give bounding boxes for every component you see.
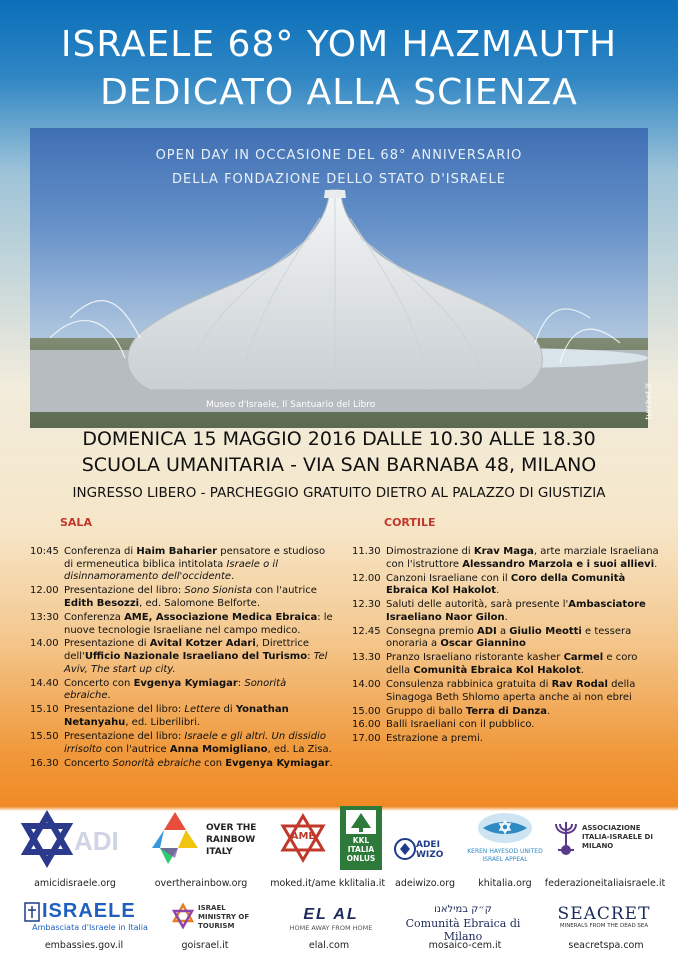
sala-schedule-row [30,638,336,676]
sala-time: 14.40 [30,677,59,689]
site-associazione-italia-israele[interactable]: federazioneitaliaisraele.it [544,878,666,889]
sala-schedule-row [30,678,336,703]
sala-description: Presentazione di Avital Kotzer Adari, Direttrice dell'Ufficio Nazionale Israeliano del Turismo: Tel Aviv, The start up city. [64,638,328,675]
comunita-ebraica-text: Comunità Ebraica di Milano [405,917,521,943]
logo-ame[interactable] [278,814,328,864]
site-ame[interactable]: moked.it/ame [270,878,336,889]
sala-schedule-row [30,731,336,756]
photo-caption-line1: OPEN DAY IN OCCASIONE DEL 68° ANNIVERSARIO [155,148,523,163]
logo-associazione-italia-israele[interactable] [552,812,662,868]
cortile-time: 12.45 [352,625,381,637]
keren-hayesod-text: KEREN HAYESOD UNITED ISRAEL APPEAL [467,848,543,863]
sala-schedule-row [30,612,336,637]
sala-heading: SALA [60,516,92,529]
keren-hayesod-flag-icon [477,812,533,844]
cortile-time: 13.30 [352,652,381,664]
sala-schedule-row [30,546,336,584]
cortile-description: Estrazione a premi. [386,733,483,745]
photo-caption-line2: DELLA FONDAZIONE DELLO STATO D'ISRAELE [172,172,506,187]
seacret-tagline: MINERALS FROM THE DEAD SEA [559,923,649,929]
sala-schedule-row [30,704,336,729]
cortile-description: Balli Israeliani con il pubblico. [386,719,535,731]
star-of-david-icon [22,814,72,864]
photographer-credit: turchet.it [644,383,653,420]
site-embassy[interactable]: embassies.gov.il [44,940,124,951]
elal-logo-text: EL AL [303,906,359,923]
sala-schedule [30,546,336,771]
cortile-time: 17.00 [352,733,381,745]
site-elal[interactable]: elal.com [308,940,350,951]
sala-time: 15.50 [30,730,59,742]
cortile-description: Dimostrazione di Krav Maga, arte marziale Israeliana con l'istruttore Alessandro Marzola e i suoi allievi. [386,546,659,570]
cortile-time: 12.00 [352,572,381,584]
ame-logo-text: AME [290,831,316,842]
photo-credit: Museo d'Israele, Il Santuario del Libro [206,400,376,410]
cortile-schedule-row [352,679,662,704]
cortile-schedule-row [352,652,662,677]
cortile-description: Gruppo di ballo Terra di Danza. [386,705,551,717]
cortile-time: 12.30 [352,599,381,611]
sala-description: Presentazione del libro: Israele e gli altri. Un dissidio irrisolto con l'autrice Anna Momigliano, ed. La Zisa. [64,730,332,755]
sala-description: Presentazione del libro: Sono Sionista con l'autrice Edith Besozzi, ed. Salomone Belforte. [64,585,317,609]
wizo-emblem-icon [394,838,416,860]
sala-description: Presentazione del libro: Lettere di Yonathan Netanyahu, ed. Liberilibri. [64,704,289,729]
sala-time: 15.10 [30,704,59,716]
over-the-rainbow-text: OVER THE RAINBOW ITALY [206,823,257,857]
cortile-schedule-row [352,573,662,598]
state-emblem-icon [24,902,40,922]
logo-ministry-of-tourism[interactable] [172,902,262,932]
main-title-line2: DEDICATO ALLA SCIENZA [100,72,578,113]
site-keren-hayesod[interactable]: khitalia.org [478,878,532,889]
sala-description: Concerto con Evgenya Kymiagar: Sonorità ebraiche. [64,677,287,702]
event-date: DOMENICA 15 MAGGIO 2016 DALLE 10.30 ALLE 18.30 [82,428,596,450]
sala-time: 13:30 [30,611,59,623]
cortile-time: 11.30 [352,546,381,557]
site-adei-wizo[interactable]: adeiwizo.org [395,878,455,889]
site-kkl[interactable]: kklitalia.it [338,878,386,889]
museum-photo [30,128,653,420]
sala-time: 14.00 [30,638,59,650]
site-mosaico-cem[interactable]: mosaico-cem.it [428,940,502,951]
cortile-description: Pranzo Israeliano ristorante kasher Carmel e coro della Comunità Ebraica Kol Hakolot. [386,652,638,677]
cortile-description: Consegna premio ADI a Giulio Meotti e tessera onoraria a Oscar Giannino [386,625,632,650]
main-title-line1: ISRAELE 68° YOM HAZMAUTH [60,24,618,65]
site-adi[interactable]: amicidisraele.org [34,878,116,889]
logo-adei-wizo[interactable] [394,836,458,864]
logo-over-the-rainbow[interactable] [148,808,268,876]
cortile-heading: CORTILE [384,516,436,529]
logo-kkl[interactable] [340,806,382,870]
sala-time: 12.00 [30,585,59,597]
hebrew-community-text: ק״ק במילאנו [434,904,492,915]
sala-schedule-row [30,585,336,610]
rainbow-star-icon [150,810,200,866]
cortile-description: Consulenza rabbinica gratuita di Rav Rodal della Sinagoga Beth Shlomo aperta anche ai non ebrei [386,678,636,703]
cortile-schedule [352,546,662,747]
kkl-tree-icon [346,810,376,834]
sala-time: 10:45 [30,546,59,557]
cortile-schedule-row [352,546,662,571]
logo-comunita-ebraica-milano[interactable] [398,904,528,943]
logo-adi[interactable] [18,808,138,868]
elal-tagline: HOME AWAY FROM HOME [289,924,373,932]
site-over-the-rainbow[interactable]: overtherainbow.org [154,878,248,889]
logo-ambasciata-israele[interactable] [24,900,154,934]
cortile-time: 16.00 [352,719,381,731]
logo-seacret[interactable] [544,904,664,934]
seacret-logo-text: SEACRET [557,904,651,924]
ministry-tourism-text: ISRAEL MINISTRY OF TOURISM [198,904,250,930]
associazione-text: ASSOCIAZIONE ITALIA-ISRAELE DI MILANO [582,824,653,850]
logo-el-al[interactable] [276,906,386,934]
ambasciata-text: Ambasciata d'Israele in Italia [32,923,148,932]
kkl-logo-text: KKL ITALIA ONLUS [346,836,376,863]
cortile-schedule-row [352,706,662,719]
site-seacret[interactable]: seacretspa.com [568,940,644,951]
logo-keren-hayesod[interactable] [466,812,544,872]
israele-logo-text: ISRAELE [42,900,136,922]
menorah-icon [552,816,580,856]
cortile-schedule-row [352,626,662,651]
cortile-time: 15.00 [352,705,381,717]
adi-logo-text: ADI [74,826,119,856]
event-entry-info: INGRESSO LIBERO - PARCHEGGIO GRATUITO DIETRO AL PALAZZO DI GIUSTIZIA [72,485,606,501]
cortile-schedule-row [352,599,662,624]
cortile-description: Canzoni Israeliane con il Coro della Comunità Ebraica Kol Hakolot. [386,572,626,597]
sala-description: Concerto Sonorità ebraiche con Evgenya Kymiagar. [64,757,333,769]
sala-time: 16.30 [30,757,59,769]
sala-description: Conferenza AME, Associazione Medica Ebraica: le nuove tecnologie Israeliane nel campo medico. [64,611,333,636]
colorful-star-icon [172,904,194,928]
sala-schedule-row [30,758,336,771]
cortile-schedule-row [352,719,662,732]
cortile-time: 14.00 [352,678,381,690]
sala-description: Conferenza di Haim Baharier pensatore e studioso di ermeneutica biblica intitolata Israele o il disinnamoramento dell'occidente. [64,546,326,583]
cortile-description: Saluti delle autorità, sarà presente l'Ambasciatore Israeliano Naor Gilon. [386,599,646,623]
shrine-dome-illustration [30,128,648,412]
cortile-schedule-row [352,733,662,746]
adei-wizo-text: ADEI WIZO [416,840,444,860]
event-venue: SCUOLA UMANITARIA - VIA SAN BARNABA 48, MILANO [81,454,597,476]
site-goisrael[interactable]: goisrael.it [181,940,229,951]
